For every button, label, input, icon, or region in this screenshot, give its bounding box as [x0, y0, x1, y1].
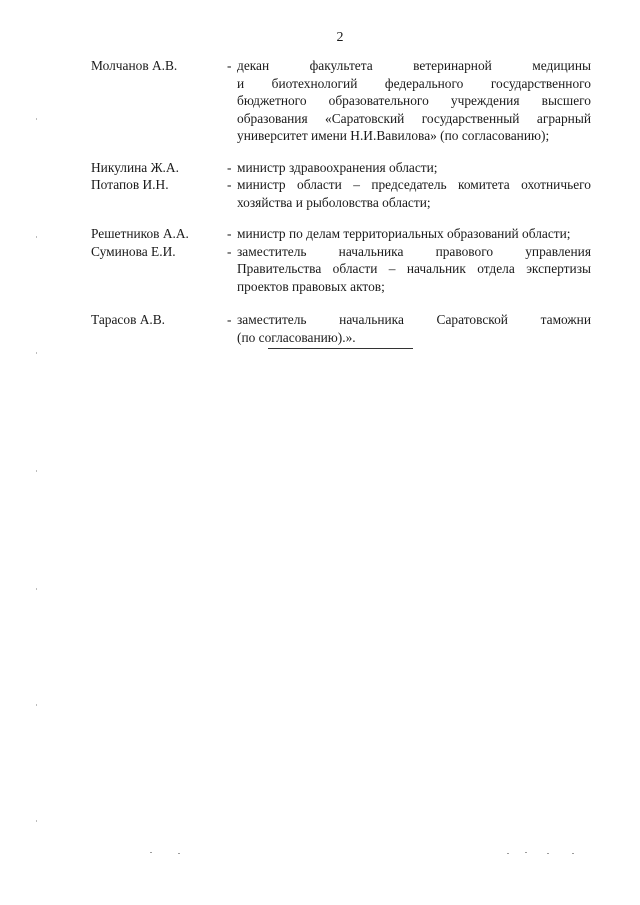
list-item — [91, 159, 591, 177]
entry-dash: - — [227, 312, 232, 327]
scan-speck — [547, 853, 549, 854]
end-separator-line — [268, 348, 413, 349]
position-line: (по согласованию).». — [237, 329, 356, 345]
member-name: Никулина Ж.А. — [91, 159, 179, 175]
scan-speck — [525, 852, 527, 853]
list-item — [91, 176, 591, 211]
position-line: заместитель начальника правового управления — [237, 243, 591, 259]
position-line: министр здравоохранения области; — [237, 159, 438, 175]
scan-speck — [150, 852, 152, 853]
margin-mark — [36, 236, 37, 238]
position-line: министр области – председатель комитета охотничьего — [237, 177, 591, 192]
member-position — [237, 176, 591, 211]
position-line: декан факультета ветеринарной медицины — [237, 58, 591, 73]
member-name: Суминова Е.И. — [91, 243, 176, 259]
entry-dash: - — [227, 226, 232, 241]
list-item — [91, 243, 591, 296]
margin-mark — [36, 704, 37, 706]
member-position — [237, 243, 591, 296]
position-line: Правительства области – начальник отдела экспертизы — [237, 261, 591, 276]
margin-mark — [36, 118, 37, 120]
page-number: 2 — [336, 30, 344, 45]
entry-dash: - — [227, 159, 232, 175]
member-name: Молчанов А.В. — [91, 58, 178, 73]
scan-speck — [507, 853, 509, 854]
scan-speck — [572, 853, 574, 854]
position-line: бюджетного образовательного учреждения высшего — [237, 93, 591, 108]
margin-mark — [36, 588, 37, 590]
position-line: министр по делам территориальных образований области; — [237, 226, 571, 241]
entry-dash: - — [227, 243, 232, 259]
margin-mark — [36, 352, 37, 354]
position-line: университет имени Н.И.Вавилова» (по согласованию); — [237, 128, 550, 143]
list-item — [91, 57, 591, 145]
entry-dash: - — [227, 58, 232, 73]
member-list — [91, 57, 591, 346]
member-position — [237, 57, 591, 145]
member-name: Решетников А.А. — [91, 226, 189, 241]
margin-mark — [36, 470, 37, 472]
list-item — [91, 311, 591, 346]
position-line: заместитель начальника Саратовской таможни — [237, 312, 591, 327]
position-line: проектов правовых актов; — [237, 278, 385, 294]
margin-mark — [36, 820, 37, 822]
scan-speck — [178, 853, 180, 854]
member-position — [237, 311, 591, 346]
member-name: Тарасов А.В. — [91, 312, 166, 327]
position-line: хозяйства и рыболовства области; — [237, 194, 431, 210]
list-item — [91, 225, 591, 243]
member-position — [237, 159, 591, 177]
position-line: и биотехнологий федерального государственного — [237, 75, 591, 91]
entry-dash: - — [227, 177, 232, 192]
member-name: Потапов И.Н. — [91, 177, 169, 192]
position-line: образования «Саратовский государственный аграрный — [237, 110, 591, 126]
member-position — [237, 225, 591, 243]
